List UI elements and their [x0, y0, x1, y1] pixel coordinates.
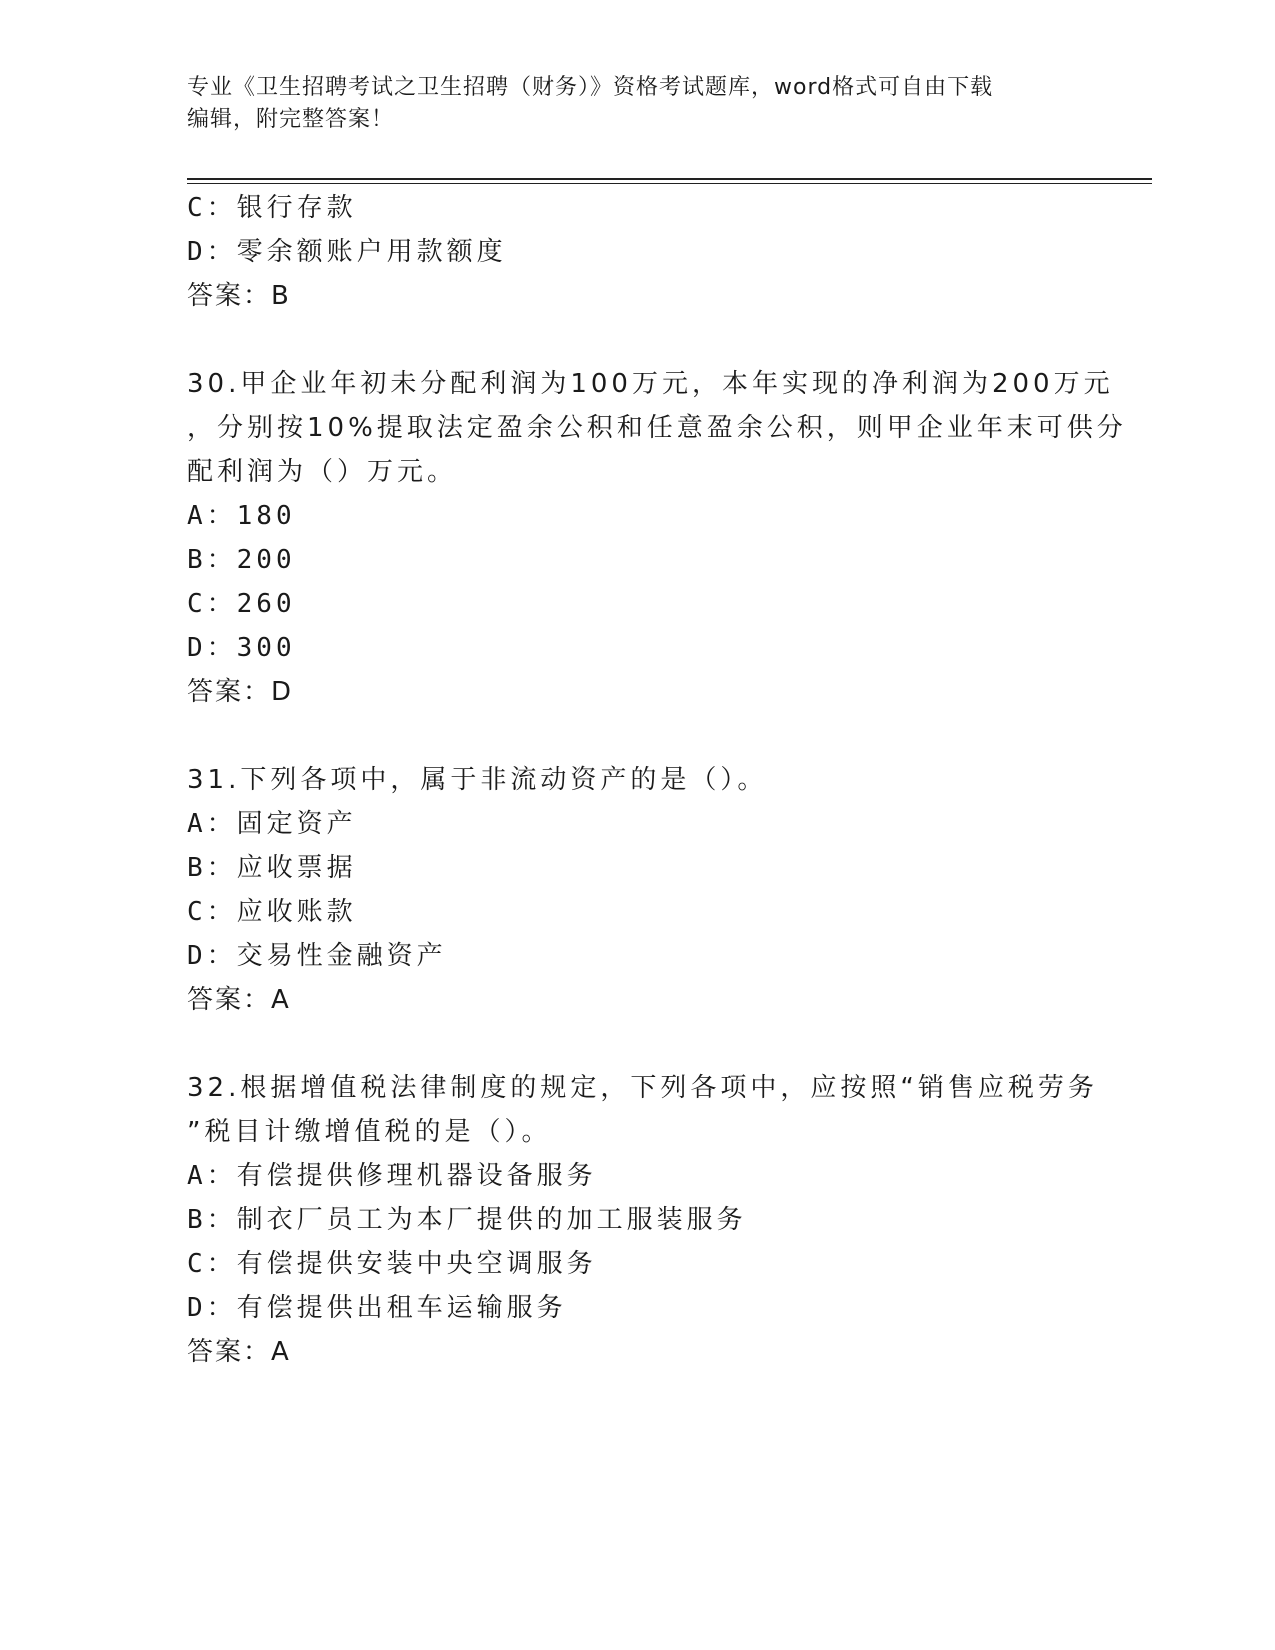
q32-option-d: D：有偿提供出租车运输服务 [187, 1293, 567, 1323]
q30-answer: 答案：D [187, 677, 294, 707]
q30-text-line-2: ，分别按10%提取法定盈余公积和任意盈余公积，则甲企业年末可供分 [187, 413, 1127, 443]
q31-option-d: D：交易性金融资产 [187, 941, 447, 971]
header-line-1: 专业《卫生招聘考试之卫生招聘（财务）》资格考试题库，word格式可自由下载 [187, 75, 994, 100]
q30-text-line-3: 配利润为（）万元。 [187, 457, 458, 487]
header-divider-thick [187, 178, 1152, 180]
document-header [187, 72, 1067, 136]
q32-option-b: B：制衣厂员工为本厂提供的加工服装服务 [187, 1205, 747, 1235]
q32-option-a: A：有偿提供修理机器设备服务 [187, 1161, 597, 1191]
header-line-2: 编辑，附完整答案！ [187, 107, 395, 132]
q31-answer: 答案：A [187, 985, 291, 1015]
q30-option-c: C：260 [187, 589, 296, 619]
q30-text-line-1: 30.甲企业年初未分配利润为100万元，本年实现的净利润为200万元 [187, 369, 1114, 399]
q32-answer: 答案：A [187, 1337, 291, 1367]
q29-answer: 答案：B [187, 281, 291, 311]
q30-option-b: B：200 [187, 545, 296, 575]
q30-option-d: D：300 [187, 633, 296, 663]
q31-option-b: B：应收票据 [187, 853, 357, 883]
q31-option-c: C：应收账款 [187, 897, 357, 927]
header-divider-thin [187, 183, 1152, 184]
q32-option-c: C：有偿提供安装中央空调服务 [187, 1249, 597, 1279]
q32-text-line-2: ”税目计缴增值税的是（）。 [187, 1117, 552, 1147]
q29-option-d: D：零余额账户用款额度 [187, 237, 507, 267]
q29-option-c: C：银行存款 [187, 193, 357, 223]
q30-option-a: A：180 [187, 501, 296, 531]
q31-option-a: A：固定资产 [187, 809, 357, 839]
q31-text-line-1: 31.下列各项中，属于非流动资产的是（）。 [187, 765, 768, 795]
q32-text-line-1: 32.根据增值税法律制度的规定，下列各项中，应按照“销售应税劳务 [187, 1073, 1098, 1103]
